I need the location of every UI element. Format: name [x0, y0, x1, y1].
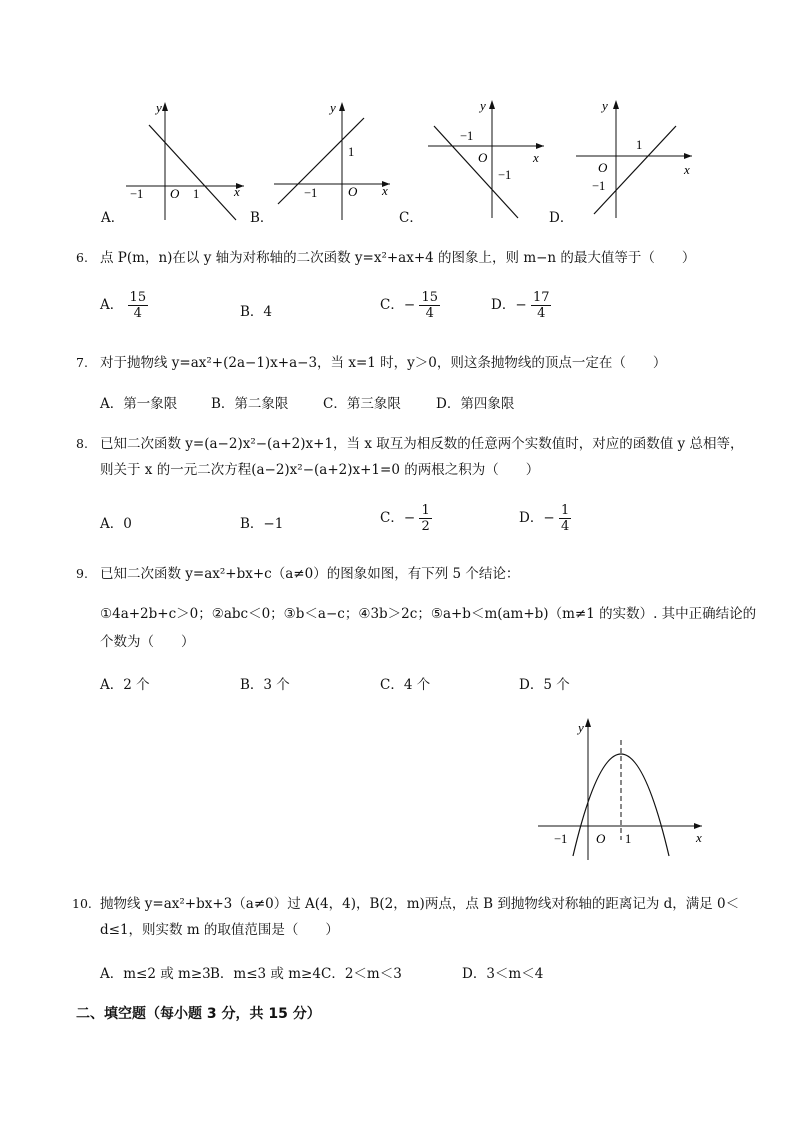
question-number: 7. — [76, 355, 88, 370]
x-arrow-icon — [684, 153, 692, 159]
graph-line — [149, 125, 236, 220]
question-9-conclusions: ①4a+2b+c＞0；②abc＜0；③b＜a−c；④3b＞2c；⑤a+b＜m(am+b)（m≠1 的实数）. 其中正确结论的 — [100, 606, 757, 622]
fraction — [559, 503, 571, 534]
tick-one: 1 — [625, 832, 632, 846]
question-9-text: 已知二次函数 y=ax²+bx+c（a≠0）的图象如图，有下列 5 个结论： — [100, 566, 520, 582]
q10-option-a: A．m≤2 或 m≥3 — [100, 966, 211, 982]
q6-option-a — [100, 290, 148, 321]
minus-sign: − — [543, 510, 555, 526]
option-value: 0 — [123, 516, 132, 532]
origin-label: O — [598, 160, 608, 175]
q8-option-c — [380, 503, 432, 534]
y-arrow-icon — [162, 102, 168, 111]
graph-a-label: A． — [101, 210, 125, 226]
question-6-text: 点 P(m，n)在以 y 轴为对称轴的二次函数 y=x²+ax+4 的图象上，则 m−n 的最大值等于（ ） — [100, 250, 696, 266]
numerator: 15 — [421, 290, 438, 305]
denominator: 4 — [425, 306, 434, 321]
graph-option-c — [424, 96, 554, 222]
q6-option-c — [380, 290, 440, 321]
y-arrow-icon — [339, 102, 345, 111]
q9-option-d: D．5 个 — [519, 677, 570, 693]
option-label: A． — [100, 297, 124, 313]
tick-minus-one-y: −1 — [498, 168, 512, 182]
origin-label: O — [478, 150, 488, 165]
q6-option-b — [240, 300, 272, 320]
tick-one: 1 — [636, 138, 643, 152]
option-label: D． — [519, 510, 544, 526]
option-label: D． — [491, 297, 516, 313]
question-number: 8. — [76, 436, 88, 451]
x-label: x — [684, 162, 690, 177]
option-value: 4 — [263, 304, 273, 320]
option-label: C． — [380, 297, 404, 313]
graph-option-d — [572, 96, 700, 222]
option-value: −1 — [263, 516, 284, 532]
minus-sign: − — [403, 297, 416, 313]
graph-c-label: C． — [399, 210, 423, 226]
x-arrow-icon — [694, 823, 702, 829]
q8-option-d — [519, 503, 571, 534]
graph-d-label: D． — [549, 210, 574, 226]
tick-one: 1 — [348, 145, 355, 159]
origin-label: O — [348, 184, 358, 199]
graph-b-label: B． — [250, 210, 274, 226]
y-label: y — [480, 98, 486, 113]
option-label: B． — [240, 516, 264, 532]
minus-sign: − — [403, 510, 416, 526]
x-label: x — [234, 184, 240, 199]
fraction — [128, 290, 149, 321]
graph-option-b — [268, 98, 396, 224]
q7-option-b: B．第二象限 — [211, 396, 289, 412]
tick-minus-one: −1 — [130, 187, 144, 201]
origin-label: O — [596, 831, 606, 846]
y-arrow-icon — [585, 718, 591, 727]
q10-option-d: D．3＜m＜4 — [462, 966, 544, 982]
denominator: 4 — [560, 519, 570, 534]
q10-option-b: B．m≤3 或 m≥4 — [210, 966, 321, 982]
numerator: 1 — [421, 503, 430, 518]
x-label: x — [533, 150, 539, 165]
q9-option-c: C．4 个 — [380, 677, 431, 693]
fraction — [419, 503, 431, 534]
y-arrow-icon — [489, 100, 495, 109]
y-arrow-icon — [613, 100, 619, 109]
numerator: 17 — [532, 290, 550, 305]
minus-sign: − — [515, 297, 527, 313]
question-10-line-1: 抛物线 y=ax²+bx+3（a≠0）过 A(4，4)，B(2，m)两点，点 B 到抛物线对称轴的距离记为 d，满足 0＜ — [100, 896, 740, 912]
denominator: 4 — [133, 306, 142, 321]
q9-option-b: B．3 个 — [240, 677, 290, 693]
question-8-line-2: 则关于 x 的一元二次方程(a−2)x²−(a+2)x+1=0 的两根之积为（ ） — [100, 462, 540, 478]
question-number: 10. — [72, 896, 92, 911]
denominator: 2 — [421, 519, 430, 534]
question-10-line-2: d≤1，则实数 m 的取值范围是（ ） — [100, 922, 339, 938]
question-7-text: 对于抛物线 y=ax²+(2a−1)x+a−3，当 x=1 时，y＞0，则这条抛物线的顶点一定在（ ） — [100, 355, 667, 371]
origin-label: O — [170, 186, 180, 201]
question-8-line-1: 已知二次函数 y=(a−2)x²−(a+2)x+1，当 x 取互为相反数的任意两个实数值时，对应的函数值 y 总相等， — [100, 436, 744, 452]
x-arrow-icon — [536, 143, 544, 149]
tick-minus-one: −1 — [554, 832, 568, 846]
q7-option-a: A．第一象限 — [100, 396, 178, 412]
x-label: x — [382, 183, 388, 198]
option-label: C． — [380, 510, 404, 526]
y-label: y — [330, 100, 336, 115]
y-label: y — [578, 720, 584, 735]
question-number: 9. — [76, 566, 88, 581]
q8-option-a — [100, 512, 132, 532]
option-label: A． — [100, 516, 124, 532]
tick-minus-one: −1 — [304, 186, 318, 200]
question-9-line-3: 个数为（ ） — [100, 634, 195, 650]
tick-one: 1 — [193, 187, 200, 201]
tick-minus-one-x: −1 — [460, 129, 474, 143]
q9-option-a: A．2 个 — [100, 677, 150, 693]
denominator: 4 — [537, 306, 546, 321]
option-label: B． — [240, 304, 264, 320]
q7-option-d: D．第四象限 — [436, 396, 515, 412]
y-label: y — [602, 98, 608, 113]
graph-option-a — [118, 98, 250, 224]
x-label: x — [696, 830, 702, 845]
q9-parabola-figure — [534, 712, 714, 862]
q6-option-d — [491, 290, 551, 321]
numerator: 1 — [560, 503, 570, 518]
fraction — [531, 290, 552, 321]
tick-minus-one: −1 — [592, 179, 606, 193]
numerator: 15 — [129, 290, 147, 305]
y-label: y — [156, 100, 162, 115]
q10-option-c: C．2＜m＜3 — [321, 966, 402, 982]
question-number: 6. — [76, 250, 88, 265]
section-heading: 二、填空题（每小题 3 分，共 15 分） — [76, 1006, 321, 1022]
q7-option-c: C．第三象限 — [323, 396, 401, 412]
q8-option-b — [240, 512, 283, 532]
fraction — [419, 290, 440, 321]
